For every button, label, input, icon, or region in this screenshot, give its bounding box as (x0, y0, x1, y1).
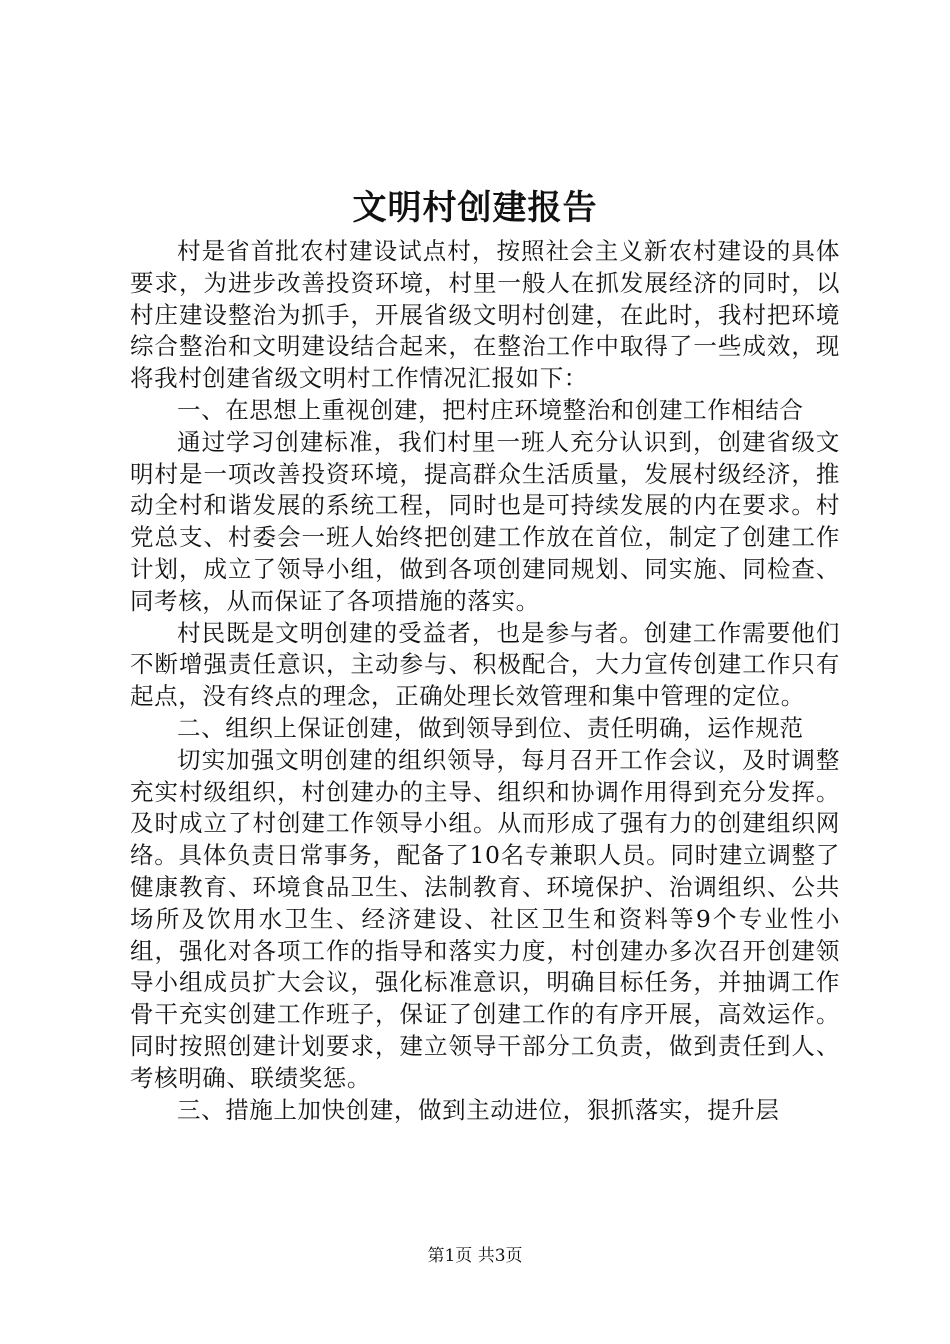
paragraph-intro: 村是省首批农村建设试点村，按照社会主义新农村建设的具体要求，为进步改善投资环境，村里一般人在抓发展经济的同时，以村庄建设整治为抓手，开展省级文明村创建，在此时，我村把环境综合整治和文明建设结合起来，在整治工作中取得了一些成效，现将我村创建省级文明村工作情况汇报如下： (130, 237, 840, 393)
page-footer: 第1页 共3页 (427, 1246, 523, 1266)
section-heading-1: 一、在思想上重视创建，把村庄环境整治和创建工作相结合 (177, 395, 804, 424)
document-body (130, 236, 840, 1126)
paragraph-section-2: 切实加强文明创建的组织领导，每月召开工作会议，及时调整充实村级组织，村创建办的主导、组织和协调作用得到充分发挥。及时成立了村创建工作领导小组。从而形成了强有力的创建组织网络。具体负责日常事务，配备了10名专兼职人员。同时建立调整了健康教育、环境食品卫生、法制教育、环境保护、治调组织、公共场所及饮用水卫生、经济建设、社区卫生和资料等9个专业性小组，强化对各项工作的指导和落实力度，村创建办多次召开创建领导小组成员扩大会议，强化标准意识，明确目标任务，并抽调工作骨干充实创建工作班子，保证了创建工作的有序开展，高效运作。同时按照创建计划要求，建立领导干部分工负责，做到责任到人、考核明确、联绩奖惩。 (130, 745, 840, 1092)
section-heading-2: 二、组织上保证创建，做到领导到位、责任明确，运作规范 (177, 713, 804, 742)
document-title: 文明村创建报告 (352, 188, 598, 228)
paragraph-section-1b: 村民既是文明创建的受益者，也是参与者。创建工作需要他们不断增强责任意识，主动参与、积极配合，大力宣传创建工作只有起点，没有终点的理念，正确处理长效管理和集中管理的定位。 (130, 618, 840, 711)
paragraph-section-1a: 通过学习创建标准，我们村里一班人充分认识到，创建省级文明村是一项改善投资环境，提高群众生活质量，发展村级经济，推动全村和谐发展的系统工程，同时也是可持续发展的内在要求。村党总支、村委会一班人始终把创建工作放在首位，制定了创建工作计划，成立了领导小组，做到各项创建同规划、同实施、同检查、同考核，从而保证了各项措施的落实。 (130, 427, 840, 615)
section-heading-3: 三、措施上加快创建，做到主动进位，狠抓落实，提升层 (177, 1095, 780, 1124)
